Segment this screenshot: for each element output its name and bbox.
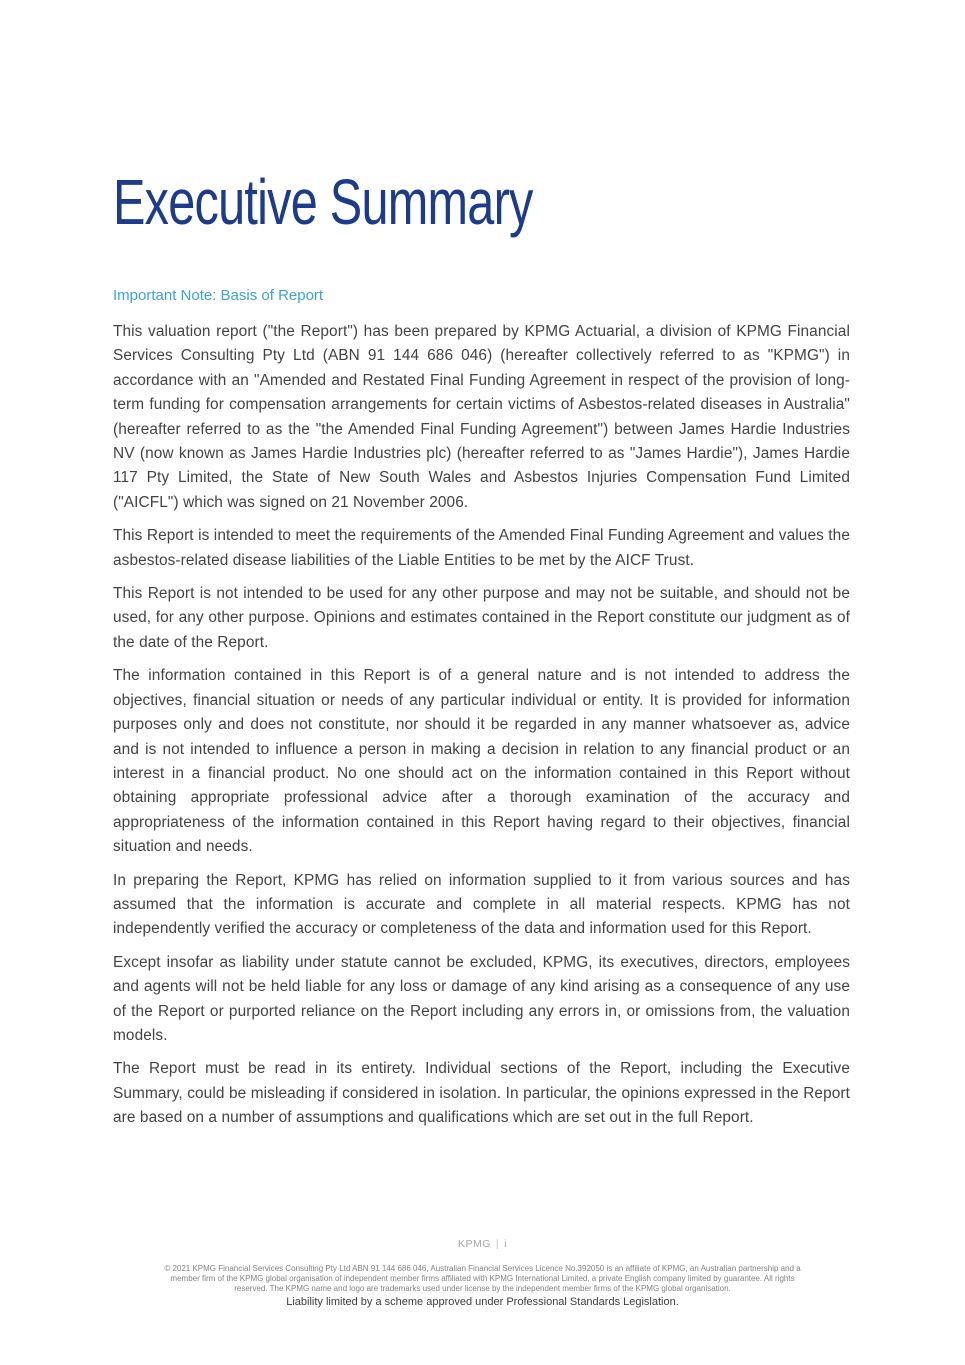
legal-line-2: member firm of the KPMG global organisation of independent member firms affiliated with KPMG International Limited, a private English company limited by guarantee. All rights bbox=[170, 1274, 795, 1283]
page-footer bbox=[0, 1238, 965, 1308]
brand-label: KPMG bbox=[458, 1238, 491, 1250]
page-number bbox=[0, 1238, 965, 1250]
separator: | bbox=[495, 1238, 500, 1250]
page-number-value: i bbox=[504, 1238, 507, 1250]
page-title-text: Executive Summary bbox=[113, 166, 533, 238]
body-paragraph-5: In preparing the Report, KPMG has relied on information supplied to it from various sources and has assumed that the information is accurate and complete in all material respects. KPMG has not independently verified the accuracy or completeness of the data and information used for this Report. bbox=[113, 871, 850, 938]
legal-line-1: © 2021 KPMG Financial Services Consulting Pty Ltd ABN 91 144 686 046, Australian Financial Services Licence No.392050 is an affiliate of KPMG, an Australian partnership and a bbox=[164, 1264, 801, 1273]
body-paragraph-3: This Report is not intended to be used for any other purpose and may not be suitable, and should not be used, for any other purpose. Opinions and estimates contained in the Report constitute our judgment as of the date of the Report. bbox=[113, 585, 850, 651]
legal-disclaimer bbox=[0, 1264, 965, 1294]
body-paragraph-7: The Report must be read in its entirety. Individual sections of the Report, including the Executive Summary, could be misleading if considered in isolation. In particular, the opinions expressed in the Report are based on a number of assumptions and qualifications which are set out in the full Report. bbox=[113, 1060, 850, 1127]
body-paragraph-4: The information contained in this Report is of a general nature and is not intended to address the objectives, financial situation or needs of any particular individual or entity. It is provided for information purposes only and does not constitute, nor should it be regarded in any manner whatsoever as, advice and is not intended to influence a person in making a decision in relation to any financial product or an interest in a financial product. No one should act on the information contained in this Report without obtaining appropriate professional advice after a thorough examination of the accuracy and appropriateness of the information contained in this Report having regard to their objectives, financial situation and needs. bbox=[113, 667, 850, 856]
body-paragraph-1: This valuation report ("the Report") has been prepared by KPMG Actuarial, a division of KPMG Financial Services Consulting Pty Ltd (ABN 91 144 686 046) (hereafter collectively referred to as "KPMG") in accordance with an "Amended and Restated Final Funding Agreement in respect of the provision of long-term funding for compensation arrangements for certain victims of Asbestos-related diseases in Australia" (hereafter referred to as the "the Amended Final Funding Agreement") between James Hardie Industries NV (now known as James Hardie Industries plc) (hereafter referred to as "James Hardie"), James Hardie 117 Pty Limited, the State of New South Wales and Asbestos Injuries Compensation Fund Limited ("AICFL") which was signed on 21 November 2006. bbox=[113, 323, 850, 511]
page-content bbox=[113, 0, 850, 1140]
body-paragraph-6: Except insofar as liability under statute cannot be excluded, KPMG, its executives, directors, employees and agents will not be held liable for any loss or damage of any kind arising as a consequence of any use of the Report or purported reliance on the Report including any errors in, or omissions from, the valuation models. bbox=[113, 953, 850, 1044]
liability-note: Liability limited by a scheme approved under Professional Standards Legislation. bbox=[286, 1296, 679, 1308]
body-paragraph-2: This Report is intended to meet the requirements of the Amended Final Funding Agreement and values the asbestos-related disease liabilities of the Liable Entities to be met by the AICF Trust. bbox=[113, 527, 850, 569]
legal-line-3: reserved. The KPMG name and logo are trademarks used under license by the independent member firms of the KPMG global organisation. bbox=[234, 1284, 731, 1293]
section-heading: Important Note: Basis of Report bbox=[113, 287, 324, 304]
page-title bbox=[113, 166, 850, 238]
